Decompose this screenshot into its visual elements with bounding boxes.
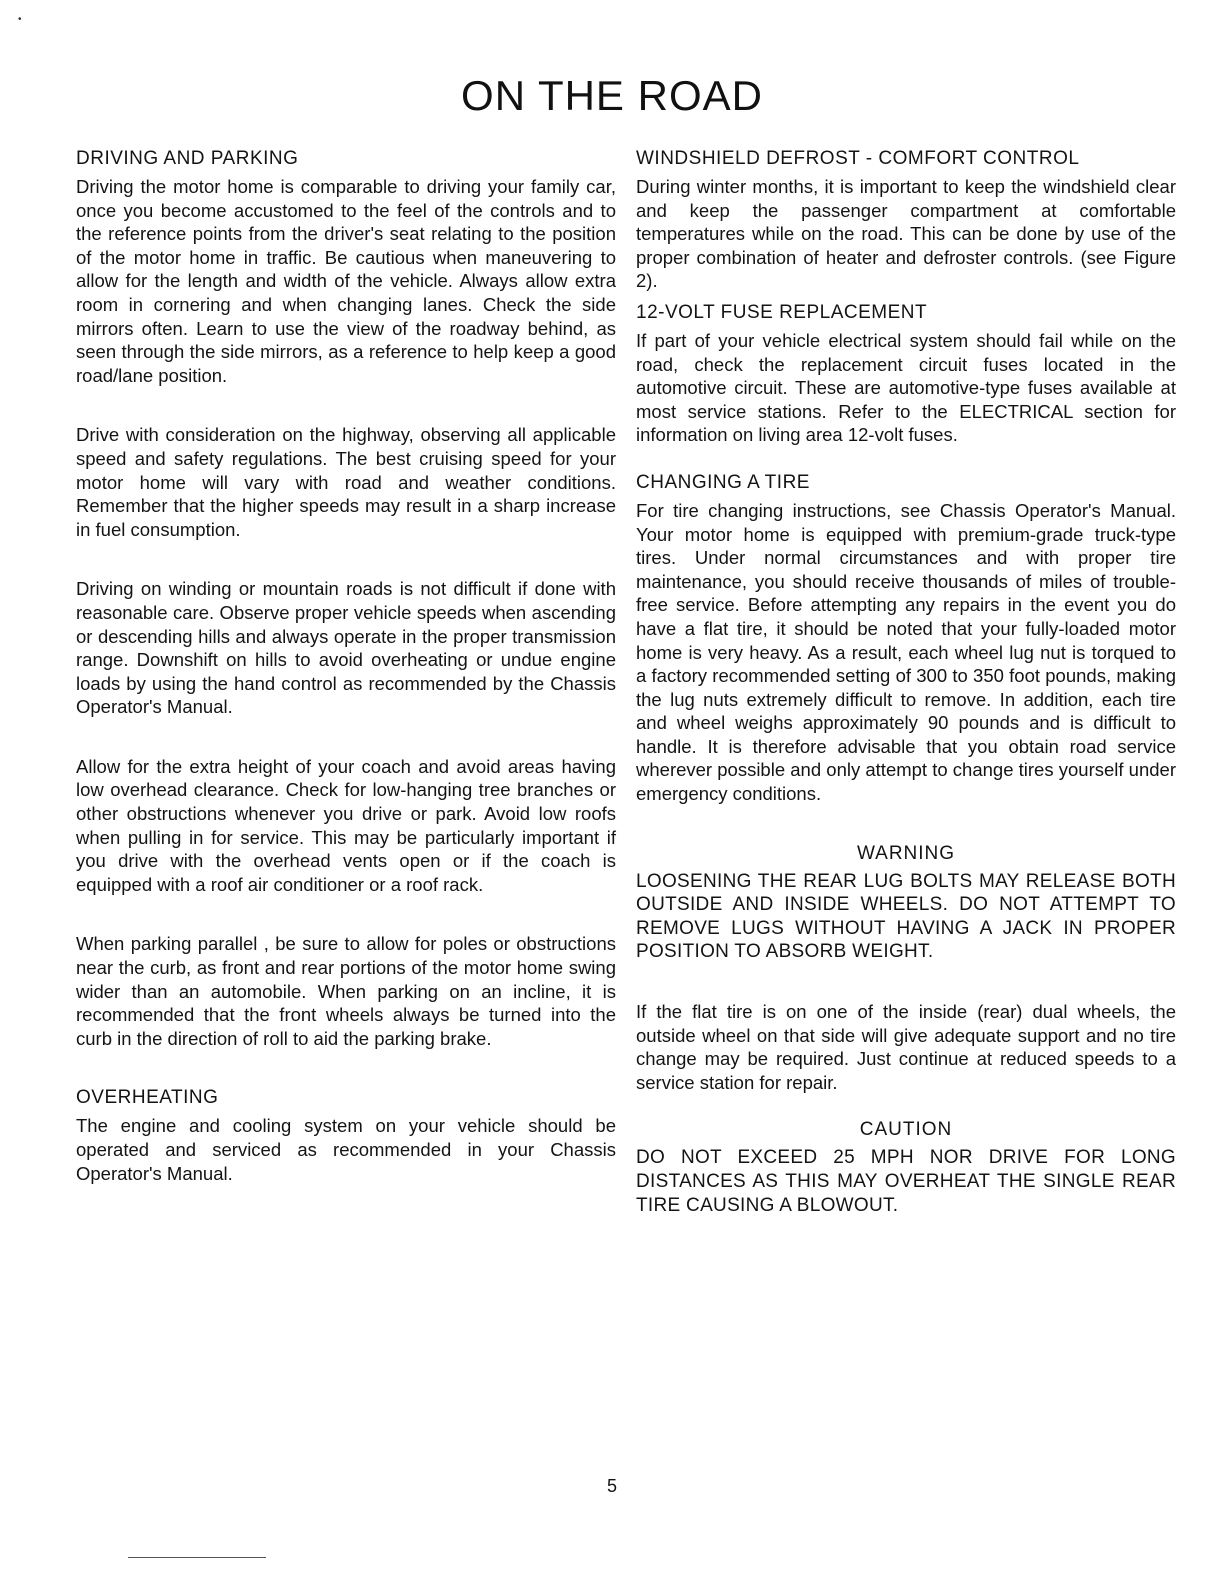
dual-wheel-paragraph: If the flat tire is on one of the inside (rear) dual wheels, the outside wheel on that side will give adequate support and no tire change may be required. Just continue at reduced speeds to a service station for repair. <box>636 1001 1176 1093</box>
fuse-heading: 12-VOLT FUSE REPLACEMENT <box>636 301 928 323</box>
left-column <box>76 147 616 1185</box>
defrost-paragraph: During winter months, it is important to keep the windshield clear and keep the passenger compartment at comfortable temperatures while on the road. This can be done by use of the proper combination of heater and defroster controls. (see Figure 2). <box>636 176 1176 292</box>
fuse-paragraph: If part of your vehicle electrical system should fail while on the road, check the replacement circuit fuses located in the automotive circuit. These are automotive-type fuses available at most service stations. Refer to the ELECTRICAL section for information on living area 12-volt fuses. <box>636 329 1176 446</box>
defrost-heading: WINDSHIELD DEFROST - COMFORT CONTROL <box>636 148 1080 169</box>
caution-text: DO NOT EXCEED 25 MPH NOR DRIVE FOR LONG DISTANCES AS THIS MAY OVERHEAT THE SINGLE REAR TIRE CAUSING A BLOWOUT. <box>636 1147 1176 1216</box>
caution-title: CAUTION <box>859 1119 953 1141</box>
page-number: 5 <box>606 1476 617 1496</box>
overheating-paragraph: The engine and cooling system on your vehicle should be operated and serviced as recommended in your Chassis Operator's Manual. <box>76 1115 616 1184</box>
driving-paragraph-5: When parking parallel , be sure to allow for poles or obstructions near the curb, as front and rear portions of the motor home swing wider than an automobile. When parking on an incline, it is recommended that the front wheels always be turned into the curb in the direction of roll to aid the parking brake. <box>76 933 616 1049</box>
right-column <box>636 147 1176 1217</box>
tire-heading: CHANGING A TIRE <box>636 471 810 493</box>
overheating-heading: OVERHEATING <box>76 1087 219 1109</box>
driving-paragraph-2: Drive with consideration on the highway, observing all applicable speed and safety regulations. The best cruising speed for your motor home will vary with road and weather conditions. Remember that the higher speeds may result in a sharp increase in fuel consumption. <box>76 424 616 540</box>
warning-text: LOOSENING THE REAR LUG BOLTS MAY RELEASE BOTH OUTSIDE AND INSIDE WHEELS. DO NOT ATTEMPT TO REMOVE LUGS WITHOUT HAVING A JACK IN PROPER POSITION TO ABSORB WEIGHT. <box>636 870 1176 963</box>
page-title: ON THE ROAD <box>461 72 763 119</box>
driving-parking-heading: DRIVING AND PARKING <box>76 148 299 169</box>
driving-paragraph-4: Allow for the extra height of your coach and avoid areas having low overhead clearance. Check for low-hanging tree branches or other obstructions whenever you drive or park. Avoid low roofs when pulling in for service. This may be particularly important if you drive with the overhead vents open or if the coach is equipped with a roof air conditioner or a roof rack. <box>76 755 616 895</box>
tire-paragraph: For tire changing instructions, see Chassis Operator's Manual. Your motor home is equipped with premium-grade truck-type tires. Under normal circumstances and with proper tire maintenance, you should receive thousands of miles of trouble-free service. Before attempting any repairs in the event you do have a flat tire, it should be noted that your fully-loaded motor home is very heavy. As a result, each wheel lug nut is torqued to a factory recommended setting of 300 to 350 foot pounds, making the lug nuts extremely difficult to remove. In addition, each tire and wheel weighs approximately 90 pounds and is difficult to handle. It is therefore advisable that you obtain road service wherever possible and only attempt to change tires yourself under emergency conditions. <box>636 499 1176 805</box>
driving-paragraph-1: Driving the motor home is comparable to driving your family car, once you become accustomed to the feel of the controls and to the reference points from the driver's seat relating to the position of the motor home in traffic. Be cautious when maneuvering to allow for the length and width of the vehicle. Always allow extra room in cornering and when changing lanes. Check the side mirrors often. Learn to use the view of the roadway behind, as seen through the side mirrors, as a reference to help keep a good road/lane position. <box>76 176 616 386</box>
scan-corner-mark: • <box>18 14 22 25</box>
scan-underline-mark <box>128 1557 266 1558</box>
warning-title: WARNING <box>856 842 956 864</box>
driving-paragraph-3: Driving on winding or mountain roads is not difficult if done with reasonable care. Observe proper vehicle speeds when ascending or descending hills and always operate in the proper transmission range. Downshift on hills to avoid overheating or undue engine loads by using the hand control as recommended by the Chassis Operator's Manual. <box>76 578 616 718</box>
